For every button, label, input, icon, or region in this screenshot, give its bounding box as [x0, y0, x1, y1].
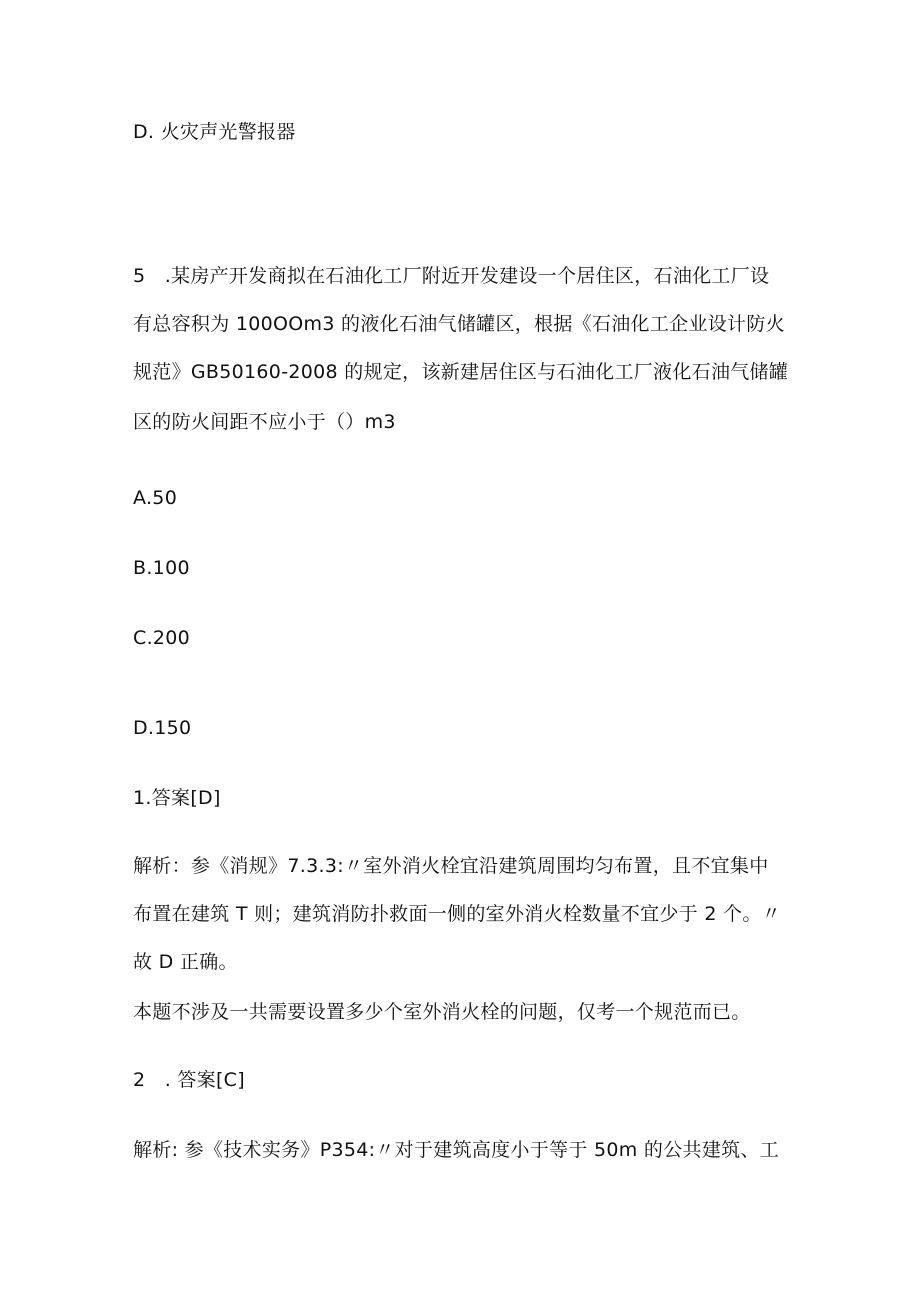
option-c: C.200 [133, 627, 191, 649]
option-b: B.100 [133, 557, 190, 579]
analysis-line: 布置在建筑 T 则；建筑消防扑救面一侧的室外消火栓数量不宜少于 2 个。〃 [133, 903, 781, 925]
question-text-line: 有总容积为 100OOm3 的液化石油气储罐区，根据《石油化工企业设计防火 [133, 313, 785, 335]
analysis-line: 解析：参《消规》7.3.3:〃室外消火栓宜沿建筑周围均匀布置，且不宜集中 [133, 855, 769, 877]
analysis-line: 故 D 正确。 [133, 951, 238, 973]
answer-heading: 2 . 答案[C] [133, 1069, 245, 1091]
answer-heading: 1.答案[D] [133, 787, 221, 809]
option-a: A.50 [133, 487, 178, 509]
question-text-line: 规范》GB50160-2008 的规定，该新建居住区与石油化工厂液化石油气储罐 [133, 361, 789, 383]
analysis-note: 本题不涉及一共需要设置多少个室外消火栓的问题，仅考一个规范而已。 [133, 1001, 751, 1023]
analysis-line: 解析: 参《技术实务》P354:〃对于建筑高度小于等于 50m 的公共建筑、工 [133, 1139, 780, 1161]
prev-option-d: D. 火灾声光警报器 [133, 121, 296, 143]
option-d: D.150 [133, 717, 192, 739]
question-text-line: 5 .某房产开发商拟在石油化工厂附近开发建设一个居住区，石油化工厂设 [133, 265, 770, 287]
question-text-line: 区的防火间距不应小于（）m3 [133, 411, 396, 433]
